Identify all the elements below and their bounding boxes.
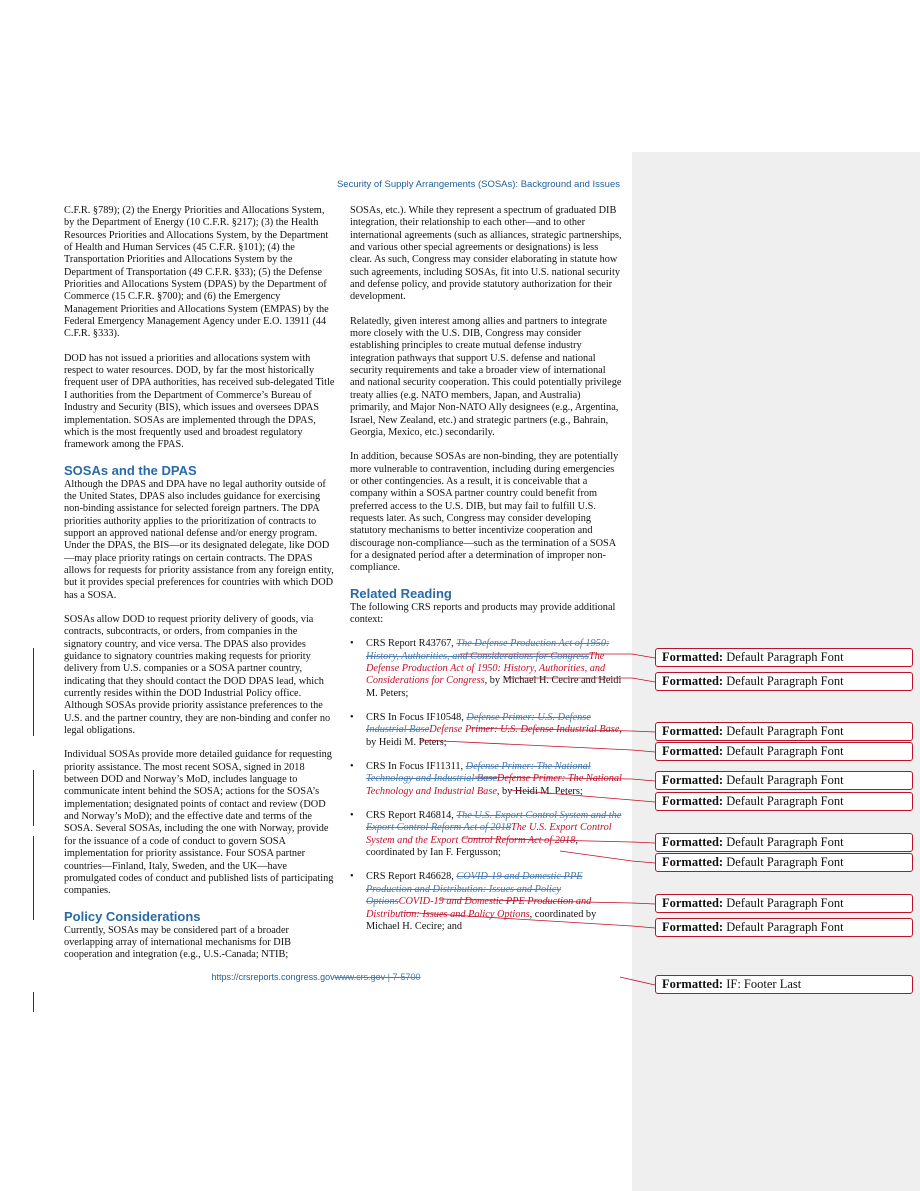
list-item: • CRS Report R46628, COVID-19 and Domestic PPE Production and Distribution: Issues and Policy OptionsCOVID-19 and Domestic PPE Production and Distribution: Issues and Policy Options, coordinated by Michael H. Cecire; and [350,871,597,932]
section-heading: Related Reading [350,585,452,601]
paragraph: Individual SOSAs provide more detailed guidance for requesting priority assistance. The most recent SOSA, signed in 2018 between DOD and Norway’s MoD, includes language to communicate intent behind the SOSA; actions for the SOSA’s implementation; designated points of contact and review (DOD and Norway’s MoD); and the effective date and terms of the SOSA. Several SOSAs, including the one with Norway, provide for the issuance of a code of conduct to govern SOSA implementation for priority assistance. Four SOSA partner countries—Finland, Italy, Sweden, and the UK—have promulgated codes of conduct and published lists of participating companies. [64,749,334,897]
bullet-icon: • [350,810,354,822]
comment-balloon[interactable]: Formatted: Default Paragraph Font [655,742,913,761]
bullet-icon: • [350,871,354,883]
connector-line [470,728,655,732]
list-item: • CRS Report R46814, The U.S. Export Control System and the Export Control Reform Act of 2018The U.S. Export Control System and the Export Control Reform Act of 2018, coordinated by Ian F. Fergusson; [350,810,622,859]
connector-line [420,740,655,752]
comment-balloon[interactable]: Formatted: Default Paragraph Font [655,853,913,872]
connector-line [510,790,655,802]
connector-line [475,777,655,781]
inserted-text[interactable]: The Defense Production Act of 1950: History, Authorities, and Considerations for Congress [366,650,606,687]
list-item: • CRS Report R43767, The Defense Production Act of 1950: History, Authorities, and Considerations for CongressThe Defense Production Act of 1950: History, Authorities, and Considerations for Congress, by Michael H. Cecire and Heidi M. Peters; [350,638,622,699]
paragraph: Relatedly, given interest among allies and partners to integrate more closely with the U.S. DIB, Congress may consider establishing principles to create mutual defense industry integration pathways that support U.S. defense and national security requirements and take a broader view of international and national security cooperation. This could potentially privilege treaty allies (e.g. NATO members, Japan, and Australia) primarily, and Major Non-NATO Ally designees (e.g., Argentina, Israel, New Zealand, etc.) and strategic partners (e.g., Bahrain, Georgia, Mexico, etc.) secondarily. [350,315,622,438]
comment-balloon[interactable]: Formatted: Default Paragraph Font [655,648,913,667]
deleted-text[interactable]: COVID-19 and Domestic PPE Production and Distribution: Issues and Policy Options [366,871,583,908]
paragraph: In addition, because SOSAs are non-binding, they are potentially more vulnerable to contravention, including during emergencies or other contingencies. As a result, it is conceivable that a company within a SOSA partner country could benefit from preferred access to the U.S. DIB, but may fail to fulfill U.S. requests later. As such, Congress may consider developing statutory mechanisms to better incentivize cooperation and discourage non-compliance—such as the termination of a SOSA for a designated period after a determination of improper non-compliance. [350,451,619,574]
inserted-text[interactable]: Defense Primer: U.S. Defense Industrial Base [429,724,620,736]
connector-line [440,899,655,904]
inserted-text[interactable]: The U.S. Export Control System and the Export Control Reform Act of 2018 [366,822,612,846]
comment-balloon[interactable]: Formatted: Default Paragraph Font [655,672,913,691]
footer-url[interactable]: https://crsreports.congress.gov [211,972,335,982]
section-heading: SOSAs and the DPAS [64,462,197,478]
list-item: • CRS In Focus IF10548, Defense Primer: U.S. Defense Industrial BaseDefense Primer: U.S. Defense Industrial Base, by Heidi M. Peters; [350,712,622,748]
connector-line [400,912,655,928]
bullet-icon: • [350,712,354,724]
connector-line [460,654,655,658]
connector-line [560,851,655,863]
connector-line [620,977,655,985]
deleted-text[interactable]: The U.S. Export Control System and the Export Control Reform Act of 2018 [366,810,622,834]
paragraph: DOD has not issued a priorities and allocations system with respect to water resources. DOD, by far the most historically frequent user of DPA authorities, has received sub-delegated Title I authorities from the Department of Commerce’s Bureau of Industry and Security (BIS), which issues and oversees DPAS implementation. SOSAs are implemented through the DPAS, which is the most frequently used and broadest regulatory framework among the FPAS. [64,352,335,451]
bullet-icon: • [350,638,354,650]
list-item: • CRS In Focus IF11311, Defense Primer: The National Technology and Industrial BaseDefense Primer: The National Technology and Industrial Base, by Heidi M. Peters; [350,761,622,797]
paragraph: Although the DPAS and DPA have no legal authority outside of the United States, DPAS also includes guidance for exercising non-binding assistance for selected foreign partners. The DPA priorities authority applies to the prioritization of contracts to support an approved national defense and/or energy program. Under the DPAS, the BIS—or its designated delegate, like DOD—may place priority ratings on certain contracts. The DPAS allows for requests for priority assistance from any foreign entity, but it provides special preferences for countries with which DOD has a SOSA. [64,478,334,601]
connector-line [505,678,655,682]
paragraph: The following CRS reports and products may provide additional context: [350,601,616,625]
connector-line [462,838,655,843]
section-heading: Policy Considerations [64,908,201,924]
comment-balloon[interactable]: Formatted: Default Paragraph Font [655,833,913,852]
comment-balloon[interactable]: Formatted: Default Paragraph Font [655,722,913,741]
comment-balloon[interactable]: Formatted: Default Paragraph Font [655,771,913,790]
deleted-text[interactable]: The Defense Production Act of 1950: History, Authorities, and Considerations for Congress [366,638,610,662]
paragraph: SOSAs allow DOD to request priority delivery of goods, via contracts, subcontracts, or orders, from companies in the signatory country, and vice versa. The DPAS also provides guidance to signatory countries making requests for priority delivery from U.S. companies or a SOSA partner country, indicating that they should contact the DOD DPAS lead, which currently resides within the DOD Industrial Policy office. Although SOSAs provide priority assistance preferences to the U.S. and the partner country, they are non-binding and confer no legal obligations. [64,613,331,737]
comment-balloon[interactable]: Formatted: IF: Footer Last [655,975,913,994]
comment-balloon[interactable]: Formatted: Default Paragraph Font [655,918,913,937]
inserted-text[interactable]: Defense Primer: The National Technology and Industrial Base [366,773,622,797]
deleted-text[interactable]: Defense Primer: U.S. Defense Industrial Base [366,712,591,736]
paragraph: Currently, SOSAs may be considered part of a broader overlapping array of international mechanisms for DIB cooperation and integration (e.g., U.S.-Canada; NTIB; [64,924,292,961]
deleted-text[interactable]: Defense Primer: The National Technology and Industrial Base [366,761,591,785]
running-head: Security of Supply Arrangements (SOSAs): Background and Issues [336,179,620,190]
comment-balloon[interactable]: Formatted: Default Paragraph Font [655,894,913,913]
comment-balloon[interactable]: Formatted: Default Paragraph Font [655,792,913,811]
bullet-icon: • [350,761,354,773]
footer-deleted-text: www.crs.gov | 7-5700 [334,972,421,982]
paragraph: SOSAs, etc.). While they represent a spectrum of graduated DIB integration, their relationship to each other—and to other international agreements (such as alliances, strategic partnerships, and various other special agreements or designations) is less clear. As such, Congress may consider elaborating in statute how such agreements, including SOSAs, fit into U.S. national security and defense policy, and provide statutory authorization for their development. [350,205,622,303]
inserted-text[interactable]: COVID-19 and Domestic PPE Production and Distribution: Issues and Policy Options [366,896,592,920]
paragraph: C.F.R. §789); (2) the Energy Priorities and Allocations System, by the Department of Energy (10 C.F.R. §217); (3) the Health Resources Priorities and Allocations System, by the Department of Health and Human Services (45 C.F.R. §101); (4) the Transportation Priorities and Allocations System by the Department of Transportation (49 C.F.R. §33); (5) the Defense Priorities and Allocations System (DPAS) by the Department of Commerce (15 C.F.R. §700); and (6) the Emergency Management Priorities and Allocations System (EMPAS) by the Federal Emergency Management Agency under E.O. 13911 (44 C.F.R. §333). [64,205,329,340]
